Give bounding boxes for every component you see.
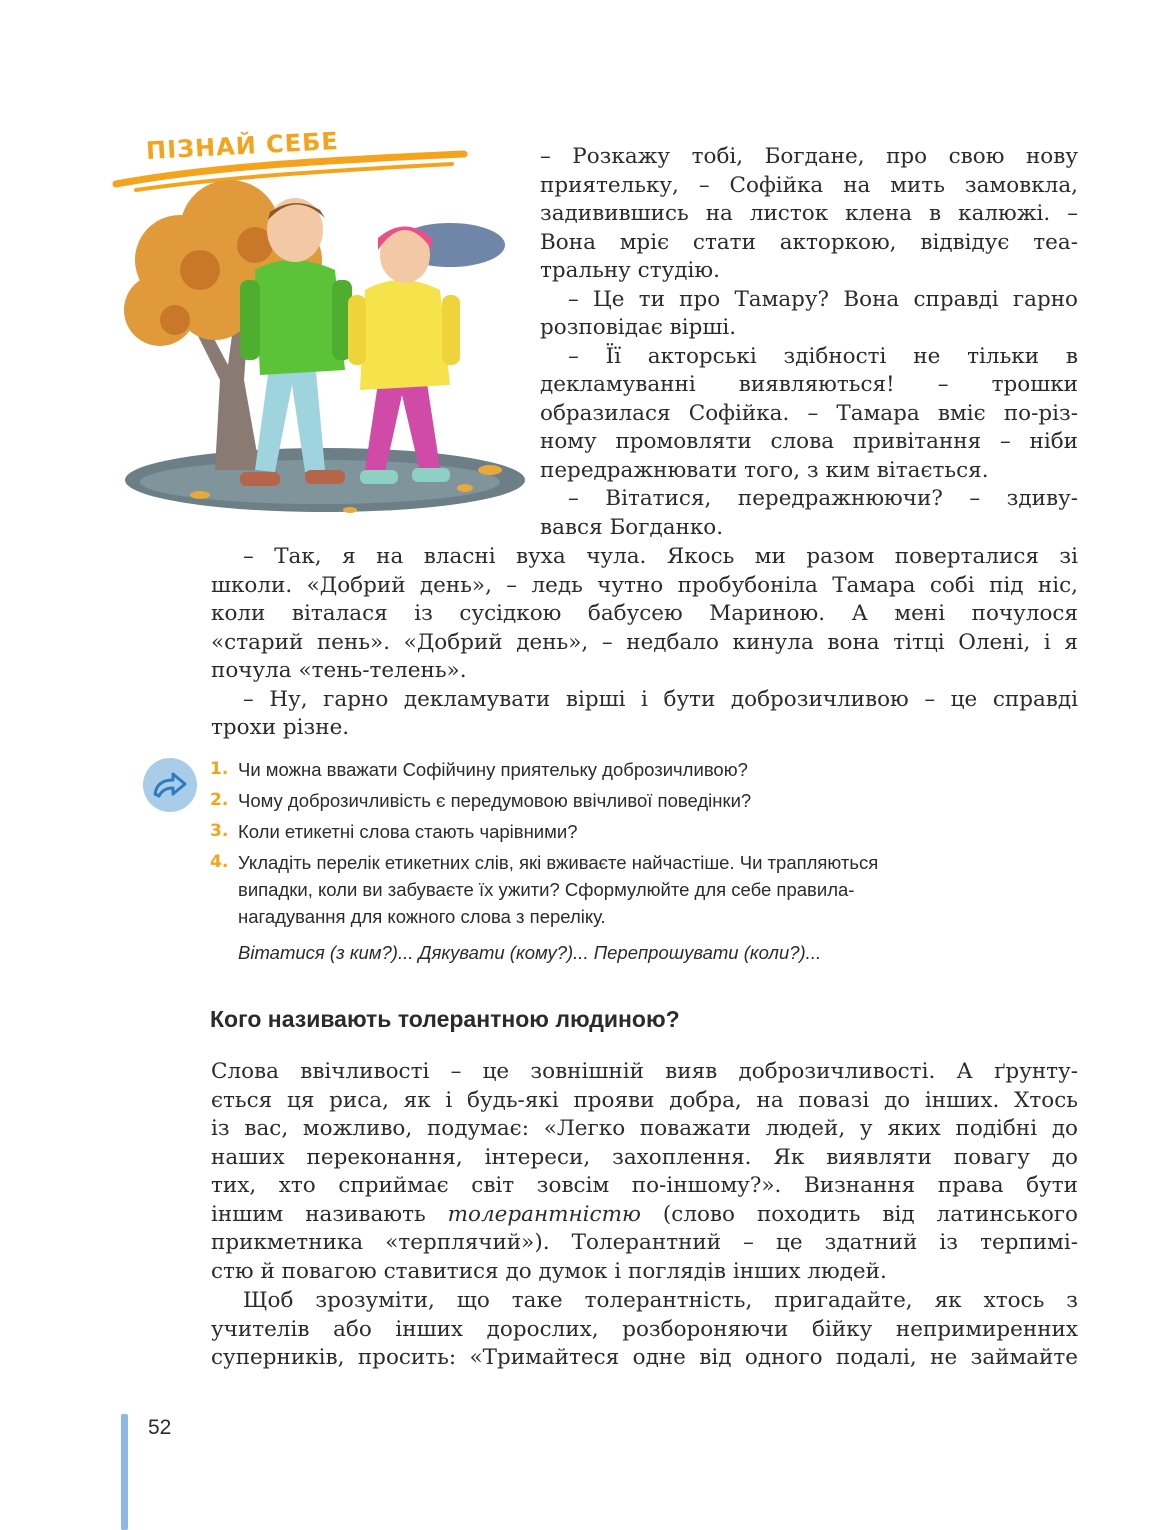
- story-line: вався Богданко.: [540, 514, 724, 540]
- question-text: Чи можна вважати Софійчину приятельку доброзичливою?: [238, 759, 748, 780]
- question-text: Коли етикетні слова стають чарівними?: [238, 821, 578, 842]
- question-number: 2.: [210, 790, 229, 810]
- paragraph-line: із вас, можливо, подумає: «Легко поважати людей, у яких подібні до: [211, 1116, 1078, 1141]
- question-number: 1.: [210, 759, 229, 779]
- story-line: – Її акторські здібності не тільки в: [568, 343, 1078, 369]
- question-item: [210, 787, 1090, 814]
- question-item: [210, 818, 1090, 845]
- paragraph-line: Щоб зрозуміти, що таке толерантність, пригадайте, як хтось з: [243, 1288, 1078, 1313]
- story-line: – Вітатися, передражнюючи? – здиву-: [568, 486, 1078, 511]
- questions-list: [210, 756, 1090, 934]
- question-item: [210, 756, 1090, 783]
- story-line: ному промовляти слова привітання – ніби: [540, 429, 1078, 454]
- question-text: нагадування для кожного слова з переліку.: [238, 906, 606, 927]
- story-line: коли віталася із сусідкою бабусею Мариною. А мені почулося: [211, 601, 1078, 626]
- story-line: передражнювати того, з ким вітається.: [540, 457, 989, 483]
- story-line: приятельку, – Софійка на мить замовкла,: [540, 172, 1078, 198]
- tolerance-paragraph: [211, 1058, 1078, 1286]
- story-line: образилася Софійка. – Тамара вміє по-різ-: [540, 400, 1078, 426]
- story-bottom-paragraph: [211, 543, 1078, 743]
- question-hint: Вітатися (з ким?)... Дякувати (кому?)... Перепрошувати (коли?)...: [238, 942, 822, 963]
- section-heading: Кого називають толерантною людиною?: [210, 1006, 680, 1032]
- story-line: трохи різне.: [211, 715, 350, 740]
- paragraph-line: Слова ввічливості – це зовнішній вияв доброзичливості. А ґрунту-: [211, 1059, 1078, 1084]
- story-line: – Розкажу тобі, Богдане, про свою нову: [540, 144, 1078, 169]
- question-text: Укладіть перелік етикетних слів, які вживаєте найчастіше. Чи трапляються: [238, 852, 879, 873]
- paragraph-line: наших переконання, інтереси, захоплення. Як виявляти повагу до: [211, 1144, 1078, 1170]
- paragraph-line: суперників, просить: «Тримайтеся одне від одного подалі, не займайте: [211, 1345, 1078, 1370]
- paragraph-fragment: іншим називають: [211, 1201, 448, 1227]
- paragraph-line: [211, 1201, 1078, 1230]
- illustration-children-autumn: [120, 170, 530, 520]
- term-tolerance: толерантністю: [447, 1201, 641, 1227]
- page-margin-bar: [121, 1414, 128, 1530]
- paragraph-line: ється ця риса, як і будь-які прояви добра, на повазі до інших. Хтось: [211, 1087, 1078, 1113]
- paragraph-line: тих, хто сприймає світ зовсім по-іншому?». Визнання права бути: [211, 1173, 1078, 1198]
- story-line: – Так, я на власні вуха чула. Якось ми разом поверталися зі: [243, 544, 1078, 569]
- questions-arrow-icon: [143, 758, 197, 812]
- story-line: Вона мріє стати акторкою, відвідує теа-: [540, 229, 1078, 255]
- story-line: тральну студію.: [540, 258, 720, 283]
- story-line: розповідає вірші.: [540, 315, 737, 340]
- story-line: – Ну, гарно декламувати вірші і бути доброзичливою – це справді: [243, 686, 1078, 712]
- question-number: 3.: [210, 821, 229, 841]
- example-paragraph: [211, 1287, 1078, 1373]
- story-line: школи. «Добрий день», – ледь чутно пробубоніла Тамара собі під ніс,: [211, 572, 1078, 598]
- question-item: [210, 849, 1090, 930]
- question-text: випадки, коли ви забуваєте їх ужити? Сформулюйте для себе правила-: [238, 879, 855, 900]
- story-top-paragraph: [540, 143, 1078, 542]
- story-line: «старий пень». «Добрий день», – недбало кинула вона тітці Олені, і я: [211, 629, 1078, 655]
- story-line: задивившись на листок клена в калюжі. –: [540, 201, 1078, 226]
- question-number: 4.: [210, 852, 229, 872]
- story-line: почула «тень-телень».: [211, 658, 467, 683]
- badge-label: ПІЗНАЙ СЕБЕ: [145, 126, 340, 166]
- paragraph-fragment: (слово походить від латинського: [640, 1201, 1078, 1227]
- paragraph-line: прикметника «терплячий»). Толерантний – це здатний із терпимі-: [211, 1230, 1078, 1255]
- story-line: декламуванні виявляються! – трошки: [540, 372, 1078, 397]
- paragraph-line: учителів або інших дорослих, розбороняючи бійку непримиренних: [211, 1316, 1078, 1342]
- story-line: – Це ти про Тамару? Вона справді гарно: [568, 286, 1078, 312]
- page-number: 52: [148, 1416, 172, 1439]
- question-text: Чому доброзичливість є передумовою ввічливої поведінки?: [238, 790, 752, 811]
- paragraph-line: стю й повагою ставитися до думок і поглядів інших людей.: [211, 1258, 887, 1284]
